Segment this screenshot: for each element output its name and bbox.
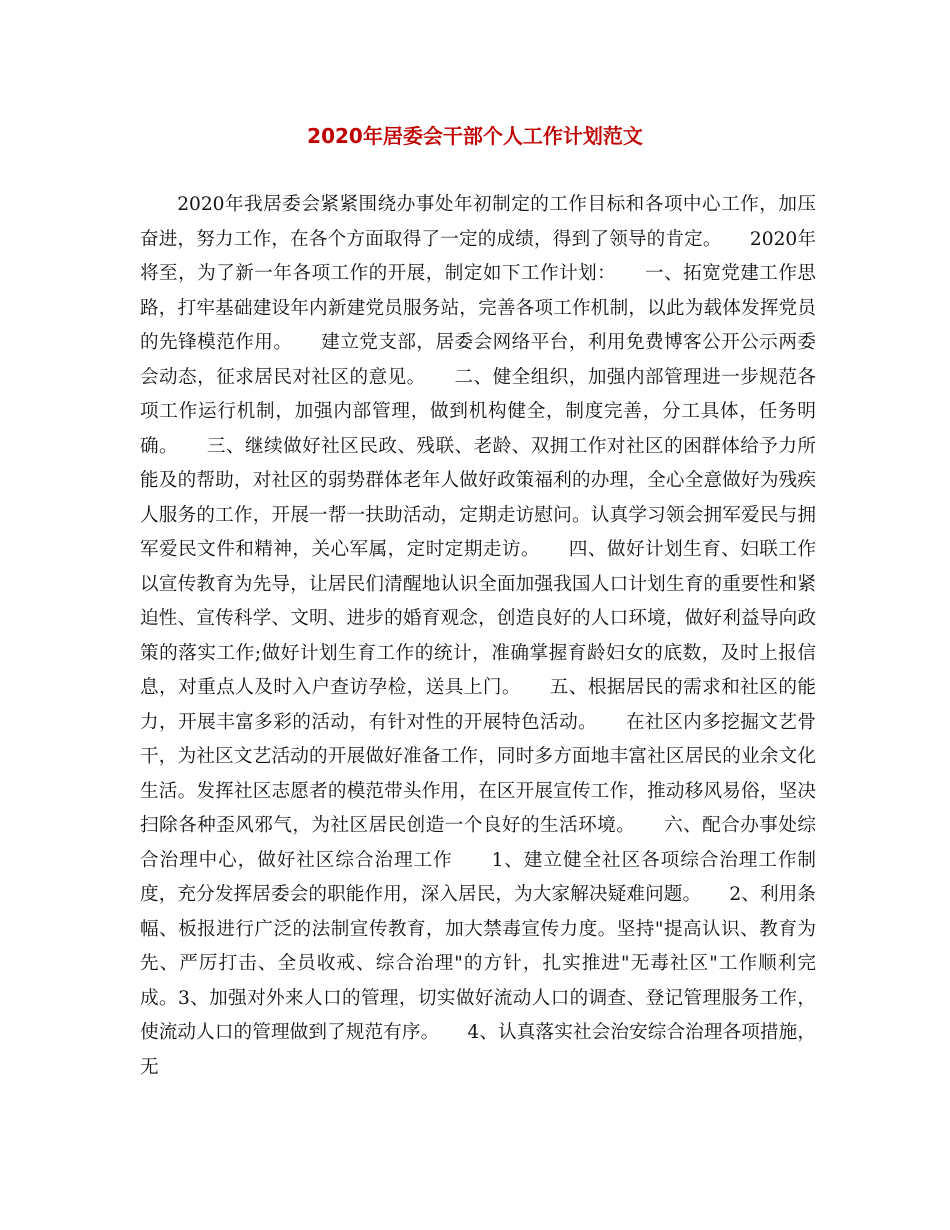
document-body: 2020年我居委会紧紧围绕办事处年初制定的工作目标和各项中心工作，加压奋进，努力工作，在各个方面取得了一定的成绩，得到了领导的肯定。 2020年将至，为了新一年各项工作的开展，制定如下工作计划： 一、拓宽党建工作思路，打牢基础建设年内新建党员服务站，完善各项工作机制，以此为载体发挥党员的先锋模范作用。 建立党支部，居委会网络平台，利用免费博客公开公示两委会动态，征求居民对社区的意见。 二、健全组织，加强内部管理进一步规范各项工作运行机制，加强内部管理，做到机构健全，制度完善，分工具体，任务明确。 三、继续做好社区民政、残联、老龄、双拥工作对社区的困群体给予力所能及的帮助，对社区的弱势群体老年人做好政策福利的办理，全心全意做好为残疾人服务的工作，开展一帮一扶助活动，定期走访慰问。认真学习领会拥军爱民与拥军爱民文件和精神，关心军属，定时定期走访。 四、做好计划生育、妇联工作以宣传教育为先导，让居民们清醒地认识全面加强我国人口计划生育的重要性和紧迫性、宣传科学、文明、进步的婚育观念，创造良好的人口环境，做好利益导向政策的落实工作;做好计划生育工作的统计，准确掌握育龄妇女的底数，及时上报信息，对重点人及时入户查访孕检，送具上门。 五、根据居民的需求和社区的能力，开展丰富多彩的活动，有针对性的开展特色活动。 在社区内多挖掘文艺骨干，为社区文艺活动的开展做好准备工作，同时多方面地丰富社区居民的业余文化生活。发挥社区志愿者的模范带头作用，在区开展宣传工作，推动移风易俗，坚决扫除各种歪风邪气，为社区居民创造一个良好的生活环境。 六、配合办事处综合治理中心，做好社区综合治理工作 1、建立健全社区各项综合治理工作制度，充分发挥居委会的职能作用，深入居民，为大家解决疑难问题。 2、利用条幅、板报进行广泛的法制宣传教育，加大禁毒宣传力度。坚持"提高认识、教育为先、严厉打击、全员收戒、综合治理"的方针，扎实推进"无毒社区"工作顺利完成。3、加强对外来人口的管理，切实做好流动人口的调查、登记管理服务工作，使流动人口的管理做到了规范有序。 4、认真落实社会治安综合治理各项措施，无 xyxy=(140,194,816,1078)
document-title: 2020年居委会干部个人工作计划范文 xyxy=(307,124,643,148)
